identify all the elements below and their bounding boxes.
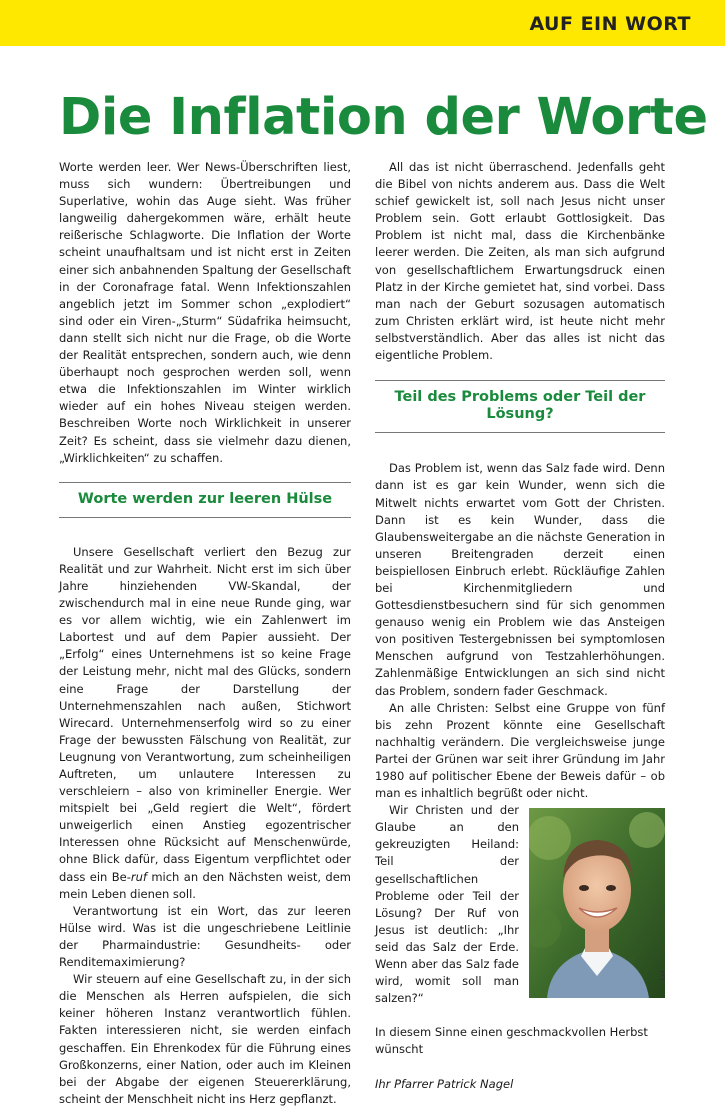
closing-block	[375, 1024, 665, 1092]
paragraph: Wir steuern auf eine Gesellschaft zu, in der sich die Menschen als Herren aufspielen, die sich keiner höheren Instanz verantwortlich fühlen. Fakten interessieren nicht, sie werden einfach geschaffen. Ein Ehrenkodex für die Führung eines Großkonzerns, einer Nation, oder auch im Kleinen bei der Abgabe der eigenen Steuererklärung, scheint der Menschheit nicht ins Herz gepflanzt.	[59, 972, 351, 1106]
subheading-problem-loesung: Teil des Problems oder Teil der Lösung?	[375, 380, 665, 433]
author-photo	[529, 808, 665, 998]
page-number: 3	[658, 969, 666, 983]
subheading-leere-huelse: Worte werden zur leeren Hülse	[59, 482, 351, 518]
signature: Ihr Pfarrer Patrick Nagel	[375, 1076, 514, 1091]
article-title: Die Inflation der Worte	[59, 88, 708, 147]
paragraph: All das ist nicht überraschend. Jedenfalls geht die Bibel von nichts anderem aus. Dass die Welt schief gewickelt ist, soll nach Jesus nicht unser Problem sein. Gott erlaubt Gottlosigkeit. Das Problem ist nicht mal, dass die Kirchenbänke leerer werden. Die Zeiten, als man sich aufgrund von gesellschaftlichem Erwartungsdruck einen Platz in der Kirche gemietet hat, sind vorbei. Dass man nach der Geburt sozusagen automatisch zum Christen erklärt wird, ist heute nicht mehr selbstverständlich. Aber das alles ist nicht das eigentliche Problem.	[375, 160, 665, 363]
paragraph: An alle Christen: Selbst eine Gruppe von fünf bis zehn Prozent könnte eine Gesellschaft nachhaltig verändern. Die vergleichsweise junge Partei der Grünen war seit ihrer Gründung im Jahr 1980 auf politischer Ebene der Beweis dafür – ob man es inhaltlich begrüßt oder nicht.	[375, 700, 665, 801]
paragraph: Unsere Gesellschaft verliert den Bezug zur Realität und zur Wahrheit. Nicht erst im sich über Jahre hinziehenden VW-Skandal, der zwischendurch mal in eine neue Runde ging, war es vor allem wichtig, wie ein Zahlenwert im Labortest und auf dem Papier aussieht. Der „Erfolg“ eines Unternehmens ist so keine Frage der Leistung mehr, nicht mal des Glücks, sondern eine Frage der Darstellung der Unternehmenszahlen nach außen, Stichwort Wirecard. Unternehmenserfolg wird so zu einer Frage der bewussten Fälschung von Realität, zur Leugnung von Verantwortung, zum scheinheiligen Auftreten, um unlautere Interessen zu verschleiern – also von krimineller Energie. Wer mitspielt bei „Geld regiert die Welt“, fördert unweigerlich einen Anstieg egozentrischer Interessen ohne Rücksicht auf Menschenwürde, ohne Blick dafür, dass Eigentum verpflichtet oder dass ein Be-ruf mich an den Nächsten weist, dem mein Leben dienen soll.	[59, 544, 351, 901]
section-label: AUF EIN WORT	[529, 13, 691, 35]
closing-line: In diesem Sinne einen geschmackvollen Herbst wünscht	[375, 1025, 648, 1057]
paragraph: Verantwortung ist ein Wort, das zur leeren Hülse wird. Was ist die ungeschriebene Leitlinie der Pharmaindustrie: Gesundheits- oder Renditemaximierung?	[59, 903, 351, 970]
paragraph-quote: Wir Christen und der Glaube an den gekreuzigten Heiland: Teil der gesellschaftlichen Probleme oder Teil der Lösung? Der Ruf von Jesus ist deutlich: „Ihr seid das Salz der Erde. Wenn aber das Salz fade wird, womit soll man salzen?“	[375, 803, 519, 1006]
left-column	[59, 159, 351, 1108]
portrait-image	[529, 808, 665, 998]
paragraph: Das Problem ist, wenn das Salz fade wird. Denn dann ist es gar kein Wunder, wenn sich die Mitwelt nichts erwartet vom Gott der Christen. Dann ist es kein Wunder, dass die Glaubensweitergabe an die nächste Generation in unseren Breitengraden derzeit einen beispiellosen Einbruch erlebt. Rückläufige Zahlen bei Kirchenmitgliedern und Gottesdienstbesuchern sind für sich genommen genauso wenig ein Problem wie das Ansteigen von positiven Testergebnissen bei symptomlosen Menschen aufgrund von Testzahlerhöhungen. Zahlenmäßige Entwicklungen an sich sind nicht das Problem, sondern fader Geschmack.	[375, 461, 665, 698]
header-bar	[0, 0, 725, 46]
right-column	[375, 159, 665, 1093]
intro-paragraph: Worte werden leer. Wer News-Überschriften liest, muss sich wundern: Übertreibungen und Superlative, wohin das Auge sieht. Was früher langweilig dahergekommen wäre, erhält heute reißerische Schlagworte. Die Inflation der Worte scheint unaufhaltsam und ist nicht erst in Zeiten einer sich anbahnenden Spaltung der Gesellschaft in der Coronafrage fatal. Wenn Infektionszahlen angeblich jetzt im Sommer schon „explodiert“ sind oder ein Viren-„Sturm“ Südafrika heimsucht, dann stellt sich nicht nur die Frage, ob die Worte der Realität entsprechen, sondern auch, wie denn überhaupt noch gesprochen werden soll, wenn etwa die Infektionszahlen im Winter wirklich wieder auf ein hohes Niveau steigen werden. Beschreiben Worte noch Wirklichkeit in unserer Zeit? Es scheint, dass sie vielmehr dazu dienen, „Wirklichkeiten“ zu schaffen.	[59, 160, 351, 465]
